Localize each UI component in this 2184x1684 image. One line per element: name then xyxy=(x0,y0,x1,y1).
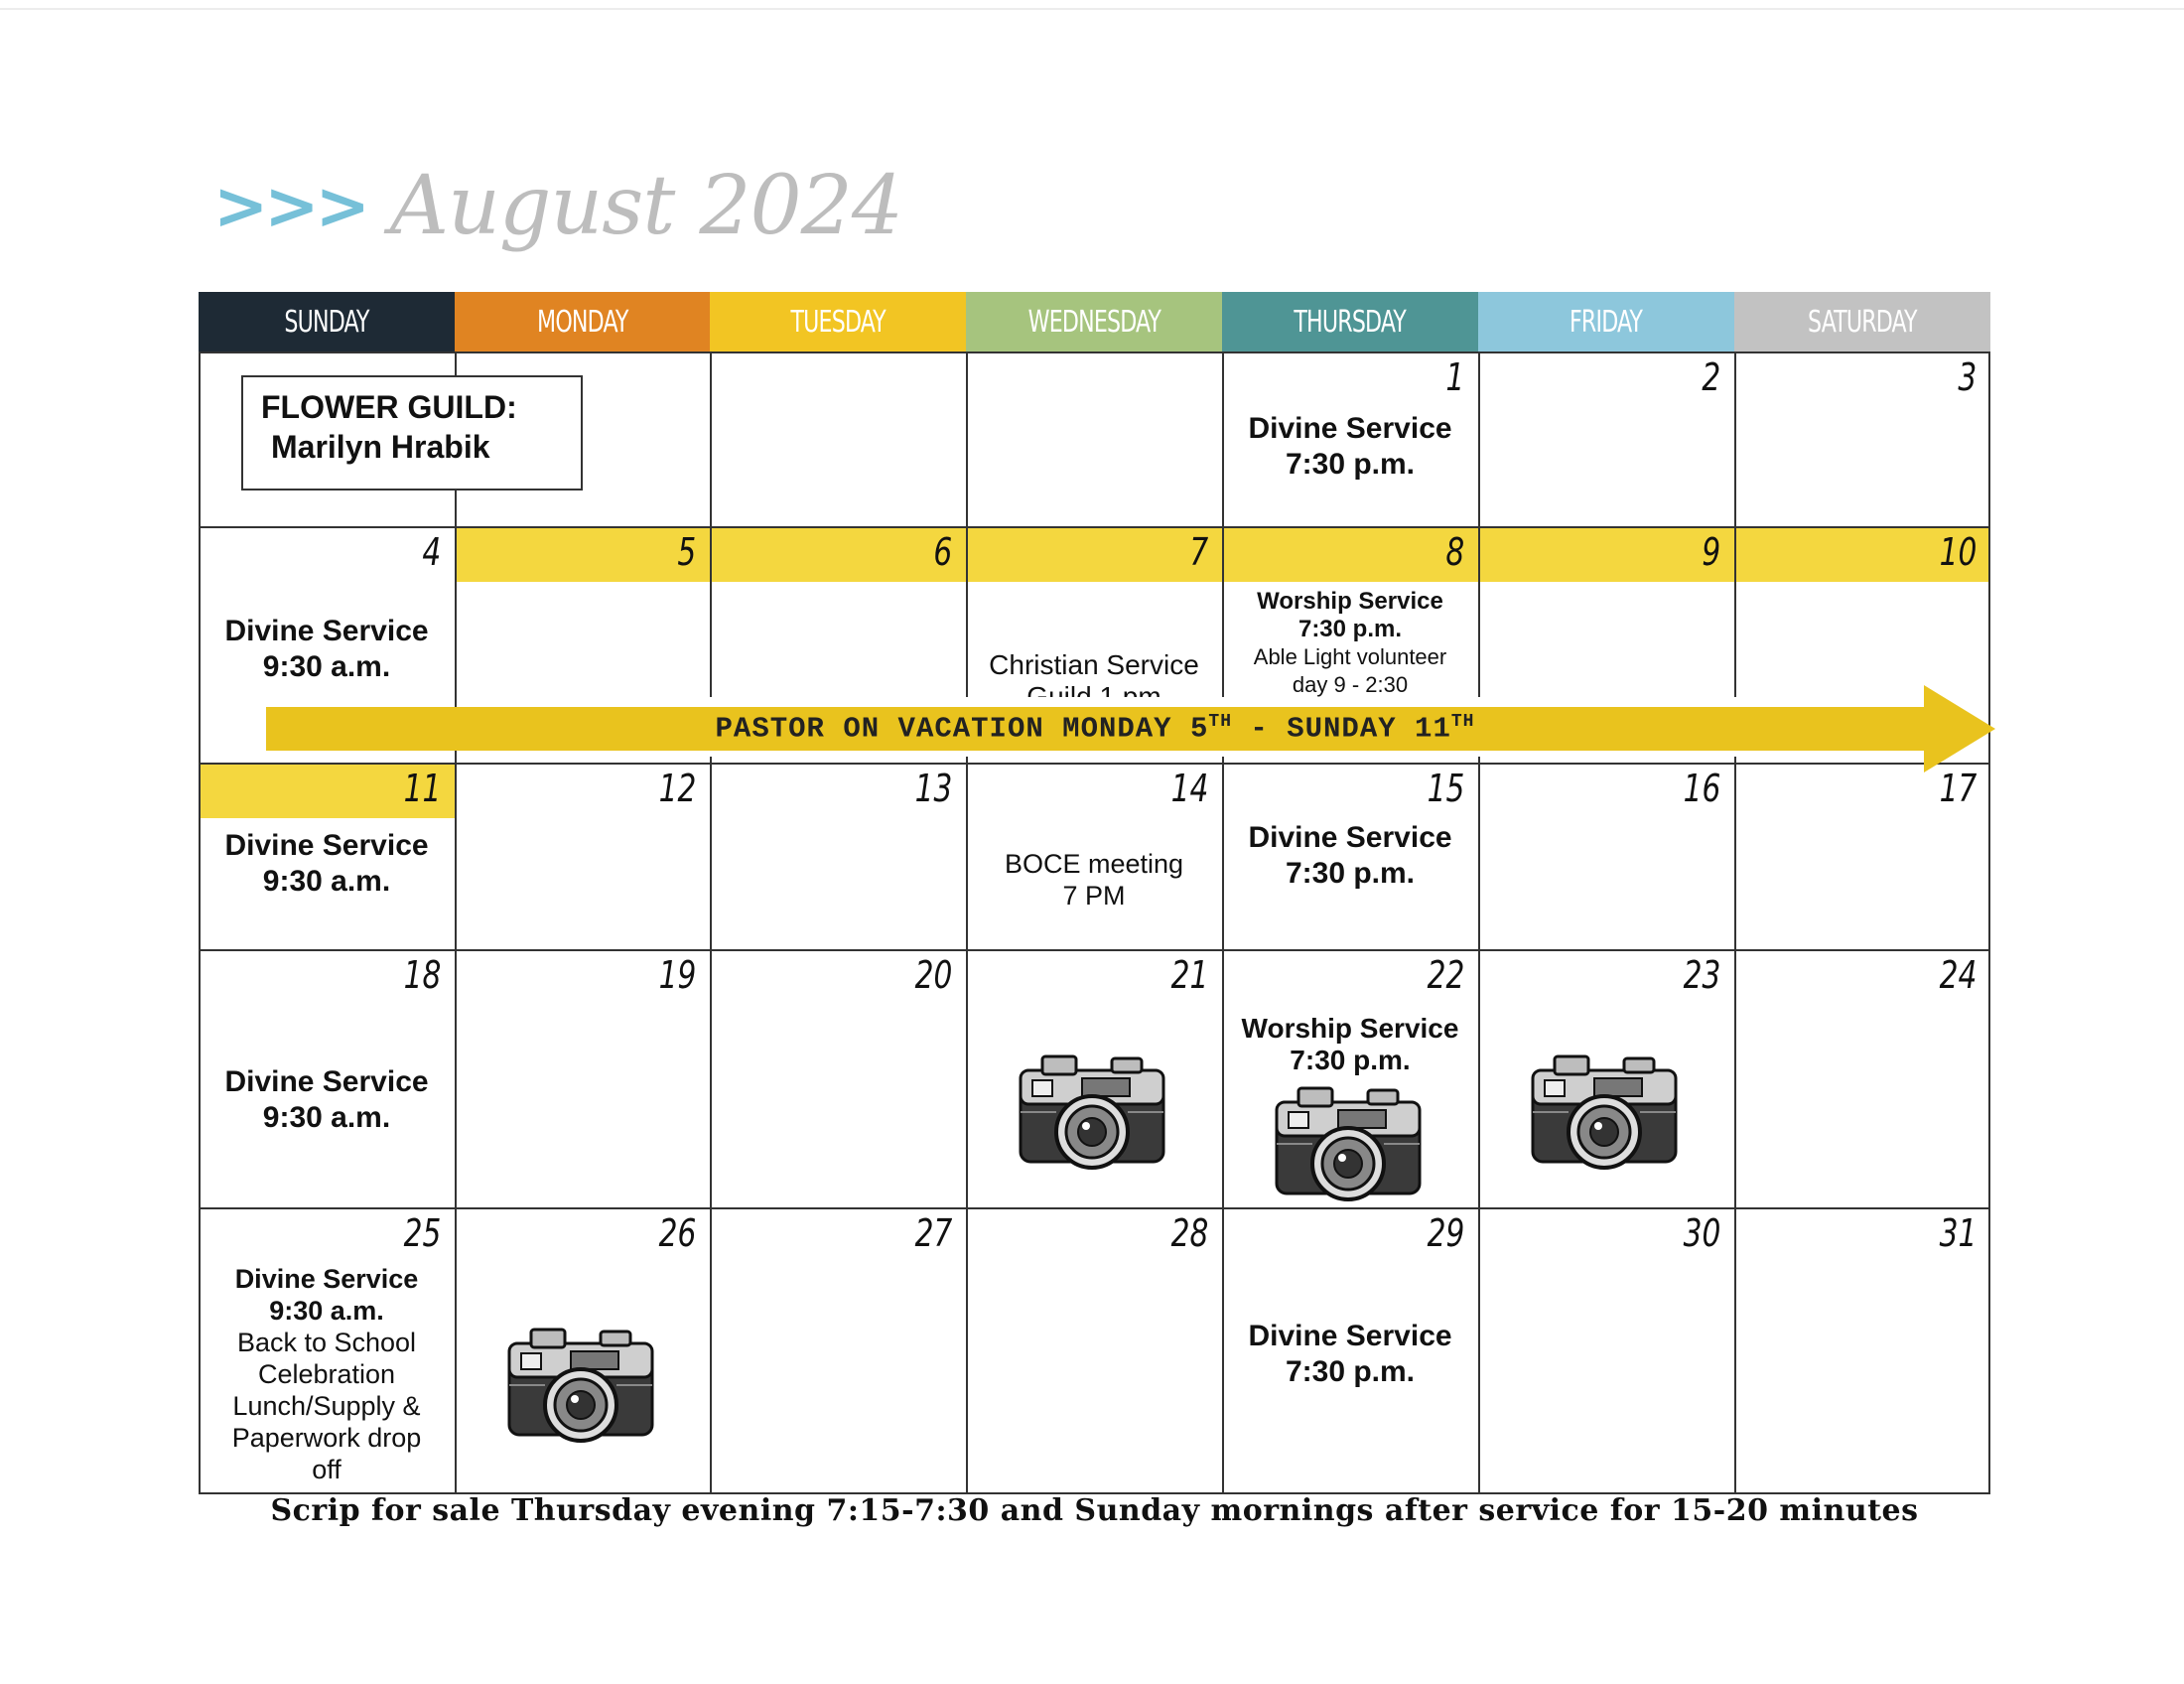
camera-icon xyxy=(1525,1043,1684,1172)
day-cell xyxy=(199,763,455,949)
event-note: Back to School xyxy=(236,1328,417,1357)
event-title: Divine Service xyxy=(1248,1320,1452,1352)
day-number: 22 xyxy=(1427,953,1464,997)
day-cell xyxy=(455,949,710,1207)
event-time: 9:30 a.m. xyxy=(269,1296,384,1326)
day-number: 1 xyxy=(1445,355,1464,399)
event-note: Celebration xyxy=(257,1359,396,1389)
camera-icon xyxy=(1269,1074,1428,1203)
event-title: Divine Service xyxy=(224,829,429,862)
flower-guild-box xyxy=(241,375,583,491)
weekday-header-saturday: SATURDAY xyxy=(1734,292,1990,351)
day-cell xyxy=(1734,763,1990,949)
event-time: 9:30 a.m. xyxy=(262,865,391,898)
day-number: 26 xyxy=(658,1211,696,1255)
day-cell xyxy=(966,763,1222,949)
camera-icon xyxy=(1013,1043,1171,1172)
event-time: 7 PM xyxy=(1062,881,1126,911)
day-cell xyxy=(1222,1207,1478,1492)
top-rule xyxy=(0,8,2184,10)
day-number: 14 xyxy=(1170,767,1208,810)
day-cell xyxy=(966,1207,1222,1492)
event-note: day 9 - 2:30 xyxy=(1292,672,1409,697)
day-number: 9 xyxy=(1702,530,1720,574)
day-number: 5 xyxy=(677,530,696,574)
day-cell xyxy=(455,763,710,949)
day-number: 24 xyxy=(1939,953,1977,997)
event-time: 9:30 a.m. xyxy=(262,1101,391,1134)
day-number: 25 xyxy=(403,1211,441,1255)
vacation-banner xyxy=(266,707,1924,751)
weekday-header-monday: MONDAY xyxy=(455,292,710,351)
event-note: Paperwork drop xyxy=(231,1423,422,1453)
day-cell xyxy=(1222,351,1478,526)
month-title: August 2024 xyxy=(389,159,903,253)
event-note: Lunch/Supply & xyxy=(232,1391,421,1421)
day-cell xyxy=(199,1207,455,1492)
weekday-header-thursday: THURSDAY xyxy=(1222,292,1478,351)
day-number: 28 xyxy=(1170,1211,1208,1255)
day-cell xyxy=(710,1207,966,1492)
event-title: Divine Service xyxy=(224,615,429,647)
day-cell xyxy=(1478,1207,1734,1492)
event-time: 7:30 p.m. xyxy=(1285,1355,1416,1388)
day-number: 8 xyxy=(1445,530,1464,574)
event-title: Christian Service xyxy=(989,649,1199,680)
footer-note: Scrip for sale Thursday evening 7:15-7:30 and Sunday mornings after service for 15-20 minutes xyxy=(270,1493,1919,1528)
event-title: Divine Service xyxy=(1248,821,1452,854)
day-number: 13 xyxy=(914,767,952,810)
event-title: Divine Service xyxy=(224,1065,429,1098)
flower-guild-name: Marilyn Hrabik xyxy=(271,429,490,465)
flower-guild-label: FLOWER GUILD: xyxy=(261,389,517,425)
weekday-header-sunday: SUNDAY xyxy=(199,292,455,351)
weekday-header-wednesday: WEDNESDAY xyxy=(966,292,1222,351)
day-number: 7 xyxy=(1189,530,1208,574)
chevrons-icon: >>> xyxy=(213,168,366,244)
event-time: 7:30 p.m. xyxy=(1297,616,1403,642)
day-number: 12 xyxy=(658,767,696,810)
calendar-grid xyxy=(199,292,1990,1494)
event-title: Divine Service xyxy=(1248,412,1452,445)
day-number: 29 xyxy=(1427,1211,1464,1255)
day-cell xyxy=(710,949,966,1207)
event-note: Able Light volunteer xyxy=(1253,644,1447,669)
day-number: 23 xyxy=(1683,953,1720,997)
day-cell xyxy=(1478,351,1734,526)
day-number: 4 xyxy=(422,530,441,574)
event-time: 7:30 p.m. xyxy=(1290,1045,1411,1075)
event-time: 7:30 p.m. xyxy=(1285,448,1416,481)
day-cell xyxy=(199,351,517,526)
day-number: 17 xyxy=(1939,767,1977,810)
event-note: off xyxy=(312,1455,341,1484)
day-number: 15 xyxy=(1427,767,1464,810)
day-number: 30 xyxy=(1683,1211,1720,1255)
day-number: 27 xyxy=(914,1211,952,1255)
event-title: Worship Service xyxy=(1257,588,1443,615)
event-title: BOCE meeting xyxy=(1004,849,1184,879)
day-number: 31 xyxy=(1939,1211,1977,1255)
arrow-right-icon xyxy=(1924,685,1995,772)
day-cell xyxy=(1478,763,1734,949)
day-number: 19 xyxy=(658,953,696,997)
event-time: 7:30 p.m. xyxy=(1285,857,1416,890)
event-time: 9:30 a.m. xyxy=(262,650,391,683)
day-cell xyxy=(1222,763,1478,949)
day-cell xyxy=(1734,351,1990,526)
weekday-header-tuesday: TUESDAY xyxy=(710,292,966,351)
weekday-header-friday: FRIDAY xyxy=(1478,292,1734,351)
day-number: 2 xyxy=(1702,355,1720,399)
event-title: Worship Service xyxy=(1241,1013,1459,1044)
event-title: Divine Service xyxy=(234,1264,419,1294)
day-number: 3 xyxy=(1958,355,1977,399)
day-number: 18 xyxy=(403,953,441,997)
day-cell xyxy=(1734,949,1990,1207)
day-number: 10 xyxy=(1939,530,1977,574)
calendar-title xyxy=(213,159,902,268)
day-number: 6 xyxy=(933,530,952,574)
day-cell xyxy=(710,763,966,949)
day-number: 16 xyxy=(1683,767,1720,810)
day-cell xyxy=(1734,1207,1990,1492)
day-number: 21 xyxy=(1170,953,1208,997)
day-cell xyxy=(199,949,455,1207)
vacation-banner-text: PASTOR ON VACATION MONDAY 5TH - SUNDAY 11TH xyxy=(715,712,1475,746)
day-number: 11 xyxy=(403,767,441,810)
day-number: 20 xyxy=(914,953,952,997)
camera-icon xyxy=(501,1316,660,1445)
